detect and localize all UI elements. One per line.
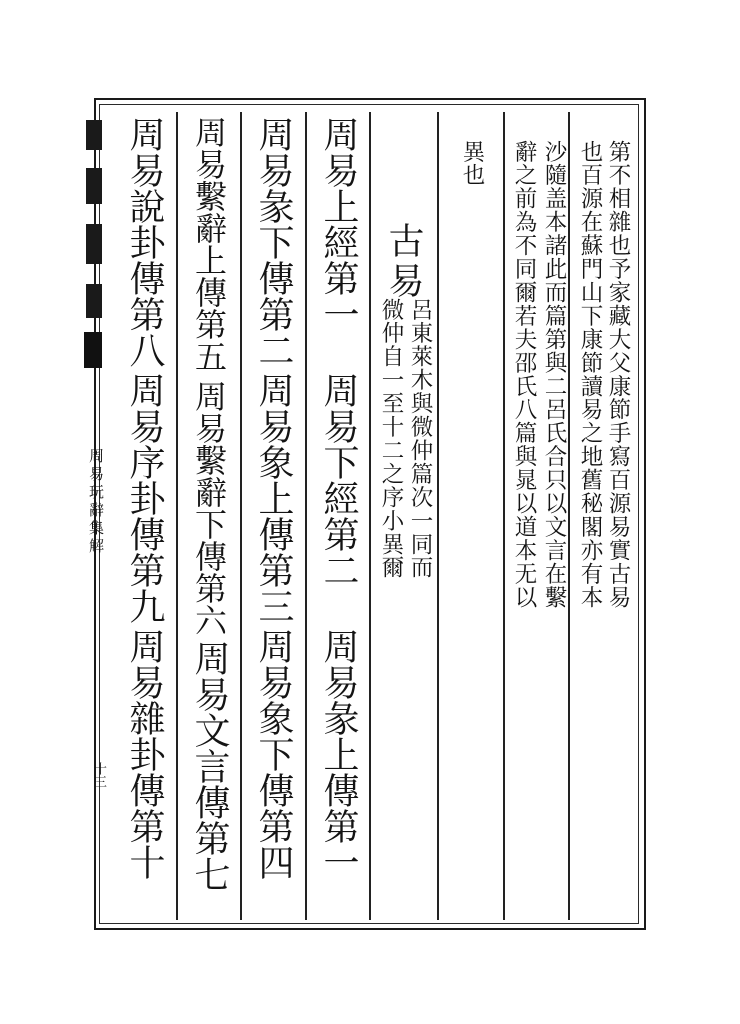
column-rule [240,112,242,920]
column-rule [305,112,307,920]
entry-title: 周易象上傳第三 [253,372,294,624]
entry-title: 周易繫辭上傳第五 [190,116,228,372]
note-line: 第不相雜也予家藏大父康節手寫百源易實古易 [605,140,631,609]
entry-title: 周易上經第一 [318,116,359,332]
column-rule [503,112,505,920]
entry-title: 周易文言傳第七 [189,640,230,892]
column-rule [176,112,178,920]
guyi-title: 古易 [383,222,424,302]
entry-title: 周易序卦傳第九 [124,372,165,624]
fold-fishtail [84,332,102,368]
note-line: 沙隨盖本諸此而篇第與二呂氏合只以文言在繫 [541,140,567,609]
fold-page-number: 十三 [91,762,106,788]
entry-title: 周易象下傳第四 [253,628,294,880]
fold-title: 周易玩辭集解 [87,448,105,556]
note-line: 辭之前為不同爾若夫邵氏八篇與晁以道本无以 [511,140,537,609]
column-rule [437,112,439,920]
guyi-note-line: 呂東萊木與微仲篇次一同而 [407,298,433,580]
entry-title: 周易彖上傳第一 [318,628,359,880]
column-rule [369,112,371,920]
note-line: 也百源在蘇門山下康節讀易之地舊秘閣亦有本 [577,140,603,609]
entry-title: 周易繫辭下傳第六 [190,380,228,636]
entry-title: 周易彖下傳第二 [253,116,294,368]
fold-margin-mark [82,120,104,360]
entry-title: 周易雜卦傳第十 [124,628,165,880]
guyi-note-line: 微仲自一至十二之序小異爾 [378,298,404,580]
entry-title: 周易說卦傳第八 [124,116,165,368]
column-rule [568,112,570,920]
entry-title: 周易下經第二 [318,372,359,588]
note-line: 異也 [459,140,485,187]
